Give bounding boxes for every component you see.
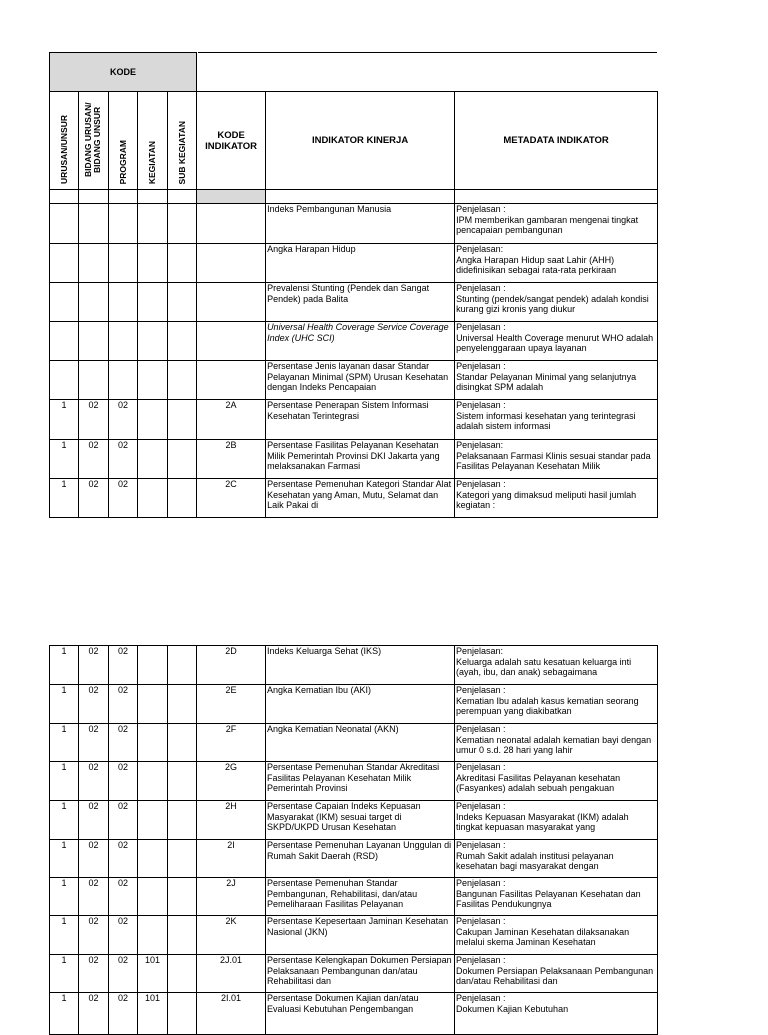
bidang-cell: 02 (79, 993, 109, 1035)
sub-kegiatan-cell (168, 244, 197, 283)
sub-kegiatan-cell (168, 361, 197, 400)
bidang-cell: 02 (79, 955, 109, 993)
bidang-cell: 02 (79, 762, 109, 801)
urusan-cell: 1 (50, 878, 79, 916)
program-cell: 02 (109, 801, 138, 840)
metadata-cell: Penjelasan : Akreditasi Fasilitas Pelayanan kesehatan (Fasyankes) adalah sebuah pengakuan (455, 762, 658, 801)
program-cell: 02 (109, 955, 138, 993)
table-row (50, 762, 658, 801)
kegiatan-cell (138, 204, 168, 244)
table-row (50, 479, 658, 518)
kegiatan-cell (138, 283, 168, 322)
bidang-cell: 02 (79, 400, 109, 440)
table-row (50, 322, 658, 361)
indikator-cell: Persentase Pemenuhan Standar Pembangunan, Rehabilitasi, dan/atau Pemeliharaan Fasilitas Pelayanan (266, 878, 455, 916)
urusan-cell (50, 204, 79, 244)
metadata-cell: Penjelasan : Cakupan Jaminan Kesehatan dilaksanakan melalui skema Jaminan Kesehatan (455, 916, 658, 955)
kode-indikator-cell: 2D (197, 646, 266, 685)
table-row (50, 440, 658, 479)
urusan-cell: 1 (50, 993, 79, 1035)
table-row (50, 283, 658, 322)
urusan-cell: 1 (50, 840, 79, 878)
kode-indikator-cell (197, 244, 266, 283)
indikator-cell: Persentase Pemenuhan Layanan Unggulan di Rumah Sakit Daerah (RSD) (266, 840, 455, 878)
metadata-cell: Penjelasan : Dokumen Persiapan Pelaksanaan Pembangunan dan/atau Rehabilitasi dan (455, 955, 658, 993)
header-blank (197, 53, 658, 92)
sub-kegiatan-cell (168, 322, 197, 361)
program-cell: 02 (109, 840, 138, 878)
indikator-cell: Indeks Keluarga Sehat (IKS) (266, 646, 455, 685)
metadata-cell: Penjelasan : Universal Health Coverage menurut WHO adalah penyelenggaraan upaya layanan (455, 322, 658, 361)
sub-kegiatan-cell (168, 993, 197, 1035)
urusan-cell (50, 322, 79, 361)
sub-kegiatan-cell (168, 646, 197, 685)
program-cell: 02 (109, 993, 138, 1035)
metadata-cell: Penjelasan : Bangunan Fasilitas Pelayanan Kesehatan dan Fasilitas Pendukungnya (455, 878, 658, 916)
bidang-cell (79, 361, 109, 400)
indikator-cell: Persentase Pemenuhan Kategori Standar Alat Kesehatan yang Aman, Mutu, Selamat dan Laik Pakai di (266, 479, 455, 518)
urusan-cell: 1 (50, 685, 79, 724)
kegiatan-cell: 101 (138, 955, 168, 993)
metadata-cell: Penjelasan : Kategori yang dimaksud meliputi hasil jumlah kegiatan : (455, 479, 658, 518)
sub-kegiatan-header: SUB KEGIATAN (168, 92, 197, 190)
bidang-cell: 02 (79, 840, 109, 878)
urusan-header: URUSAN/UNSUR (50, 92, 79, 190)
kode-indikator-cell: 2H (197, 801, 266, 840)
program-cell (109, 283, 138, 322)
indikator-cell: Angka Kematian Neonatal (AKN) (266, 724, 455, 762)
bidang-cell (79, 322, 109, 361)
table-row (50, 244, 658, 283)
program-header: PROGRAM (109, 92, 138, 190)
kegiatan-header: KEGIATAN (138, 92, 168, 190)
indikator-cell: Indeks Pembangunan Manusia (266, 204, 455, 244)
indikator-cell: Universal Health Coverage Service Coverage Index (UHC SCI) (266, 322, 455, 361)
kegiatan-cell (138, 724, 168, 762)
indikator-kinerja-header: INDIKATOR KINERJA (266, 92, 455, 190)
table-row (50, 400, 658, 440)
kegiatan-cell (138, 762, 168, 801)
kegiatan-cell (138, 400, 168, 440)
kode-indikator-cell (197, 204, 266, 244)
metadata-cell: Penjelasan: Keluarga adalah satu kesatuan keluarga inti (ayah, ibu, dan anak) sebagaimana (455, 646, 658, 685)
kegiatan-cell (138, 322, 168, 361)
table-row (50, 993, 658, 1035)
sub-kegiatan-cell (168, 440, 197, 479)
indikator-cell: Persentase Pemenuhan Standar Akreditasi Fasilitas Pelayanan Kesehatan Milik Pemerintah Provinsi (266, 762, 455, 801)
kode-indikator-cell: 2K (197, 916, 266, 955)
metadata-cell: Penjelasan : IPM memberikan gambaran mengenai tingkat pencapaian pembangunan (455, 204, 658, 244)
kegiatan-cell (138, 878, 168, 916)
bidang-cell: 02 (79, 878, 109, 916)
table-row (50, 685, 658, 724)
program-cell: 02 (109, 685, 138, 724)
bidang-cell (79, 204, 109, 244)
sub-kegiatan-cell (168, 204, 197, 244)
urusan-cell (50, 283, 79, 322)
urusan-cell: 1 (50, 801, 79, 840)
indikator-cell: Angka Harapan Hidup (266, 244, 455, 283)
urusan-cell: 1 (50, 955, 79, 993)
program-cell: 02 (109, 762, 138, 801)
kegiatan-cell (138, 361, 168, 400)
sub-kegiatan-cell (168, 878, 197, 916)
kegiatan-cell (138, 440, 168, 479)
indikator-cell: Persentase Dokumen Kajian dan/atau Evaluasi Kebutuhan Pengembangan (266, 993, 455, 1035)
sub-kegiatan-cell (168, 840, 197, 878)
metadata-cell: Penjelasan : Rumah Sakit adalah institusi pelayanan kesehatan bagi masyarakat dengan (455, 840, 658, 878)
bidang-header: BIDANG URUSAN/ BIDANG UNSUR (79, 92, 109, 190)
kode-indikator-cell: 2I (197, 840, 266, 878)
program-cell (109, 322, 138, 361)
program-cell: 02 (109, 440, 138, 479)
kegiatan-cell (138, 916, 168, 955)
bidang-cell: 02 (79, 724, 109, 762)
program-cell: 02 (109, 646, 138, 685)
indicator-table-1 (49, 52, 658, 518)
sub-kegiatan-cell (168, 801, 197, 840)
kegiatan-cell (138, 840, 168, 878)
urusan-cell: 1 (50, 400, 79, 440)
sub-kegiatan-cell (168, 400, 197, 440)
grey-cell (197, 190, 266, 204)
kode-header: KODE (50, 53, 197, 92)
indikator-cell: Persentase Capaian Indeks Kepuasan Masyarakat (IKM) sesuai target di SKPD/UKPD Urusan Kesehatan (266, 801, 455, 840)
urusan-cell: 1 (50, 646, 79, 685)
sub-kegiatan-cell (168, 955, 197, 993)
table-row (50, 724, 658, 762)
bidang-cell (79, 244, 109, 283)
kegiatan-cell (138, 646, 168, 685)
kode-indikator-cell: 2A (197, 400, 266, 440)
indicator-table-2 (49, 645, 658, 1035)
sub-kegiatan-cell (168, 762, 197, 801)
sub-kegiatan-cell (168, 724, 197, 762)
sub-kegiatan-cell (168, 479, 197, 518)
kode-indikator-cell: 2C (197, 479, 266, 518)
kegiatan-cell (138, 244, 168, 283)
kode-indikator-cell (197, 322, 266, 361)
kegiatan-cell (138, 479, 168, 518)
program-cell (109, 361, 138, 400)
sub-kegiatan-cell (168, 283, 197, 322)
indikator-cell: Persentase Fasilitas Pelayanan Kesehatan Milik Pemerintah Provinsi DKI Jakarta yang melaksanakan Farmasi (266, 440, 455, 479)
program-cell (109, 204, 138, 244)
sub-kegiatan-cell (168, 916, 197, 955)
table-row (50, 801, 658, 840)
program-cell: 02 (109, 916, 138, 955)
indikator-cell: Persentase Jenis layanan dasar Standar Pelayanan Minimal (SPM) Urusan Kesehatan dengan Indeks Pencapaian (266, 361, 455, 400)
table-row (50, 916, 658, 955)
kode-indikator-cell: 2J.01 (197, 955, 266, 993)
metadata-cell: Penjelasan : Dokumen Kajian Kebutuhan (455, 993, 658, 1035)
kode-indikator-cell: 2B (197, 440, 266, 479)
metadata-cell: Penjelasan : Indeks Kepuasan Masyarakat (IKM) adalah tingkat kepuasan masyarakat yang (455, 801, 658, 840)
program-cell: 02 (109, 400, 138, 440)
kode-indikator-cell: 2G (197, 762, 266, 801)
metadata-cell: Penjelasan : Sistem informasi kesehatan yang terintegrasi adalah sistem informasi (455, 400, 658, 440)
urusan-cell: 1 (50, 724, 79, 762)
program-cell (109, 244, 138, 283)
bidang-cell: 02 (79, 440, 109, 479)
metadata-cell: Penjelasan : Stunting (pendek/sangat pendek) adalah kondisi kurang gizi kronis yang diukur (455, 283, 658, 322)
metadata-cell: Penjelasan : Standar Pelayanan Minimal yang selanjutnya disingkat SPM adalah (455, 361, 658, 400)
kode-indikator-cell: 2E (197, 685, 266, 724)
urusan-cell: 1 (50, 440, 79, 479)
urusan-cell (50, 361, 79, 400)
urusan-cell: 1 (50, 762, 79, 801)
table-row (50, 646, 658, 685)
bidang-cell: 02 (79, 685, 109, 724)
sub-kegiatan-cell (168, 685, 197, 724)
table-row (50, 840, 658, 878)
indikator-cell: Prevalensi Stunting (Pendek dan Sangat Pendek) pada Balita (266, 283, 455, 322)
bidang-cell (79, 283, 109, 322)
bidang-cell: 02 (79, 646, 109, 685)
kode-indikator-header: KODE INDIKATOR (197, 92, 266, 190)
kegiatan-cell (138, 685, 168, 724)
metadata-cell: Penjelasan : Kematian Ibu adalah kasus kematian seorang perempuan yang diakibatkan (455, 685, 658, 724)
kegiatan-cell: 101 (138, 993, 168, 1035)
table-row (50, 204, 658, 244)
urusan-cell (50, 244, 79, 283)
indikator-cell: Angka Kematian Ibu (AKI) (266, 685, 455, 724)
kode-indikator-cell (197, 283, 266, 322)
program-cell: 02 (109, 724, 138, 762)
metadata-indikator-header: METADATA INDIKATOR (455, 92, 658, 190)
table-row (50, 361, 658, 400)
urusan-cell: 1 (50, 479, 79, 518)
indikator-cell: Persentase Penerapan Sistem Informasi Kesehatan Terintegrasi (266, 400, 455, 440)
bidang-cell: 02 (79, 801, 109, 840)
indikator-cell: Persentase Kepesertaan Jaminan Kesehatan Nasional (JKN) (266, 916, 455, 955)
kegiatan-cell (138, 801, 168, 840)
kode-indikator-cell: 2F (197, 724, 266, 762)
program-cell: 02 (109, 479, 138, 518)
kode-indikator-cell: 2J (197, 878, 266, 916)
metadata-cell: Penjelasan : Kematian neonatal adalah kematian bayi dengan umur 0 s.d. 28 hari yang lahir (455, 724, 658, 762)
program-cell: 02 (109, 878, 138, 916)
metadata-cell: Penjelasan: Angka Harapan Hidup saat Lahir (AHH) didefinisikan sebagai rata-rata perkiraan (455, 244, 658, 283)
urusan-cell: 1 (50, 916, 79, 955)
indikator-cell: Persentase Kelengkapan Dokumen Persiapan Pelaksanaan Pembangunan dan/atau Rehabilitasi dan (266, 955, 455, 993)
table-row (50, 955, 658, 993)
bidang-cell: 02 (79, 479, 109, 518)
kode-indikator-cell: 2I.01 (197, 993, 266, 1035)
metadata-cell: Penjelasan: Pelaksanaan Farmasi Klinis sesuai standar pada Fasilitas Pelayanan Kesehatan Milik (455, 440, 658, 479)
bidang-cell: 02 (79, 916, 109, 955)
kode-indikator-cell (197, 361, 266, 400)
table-row (50, 878, 658, 916)
